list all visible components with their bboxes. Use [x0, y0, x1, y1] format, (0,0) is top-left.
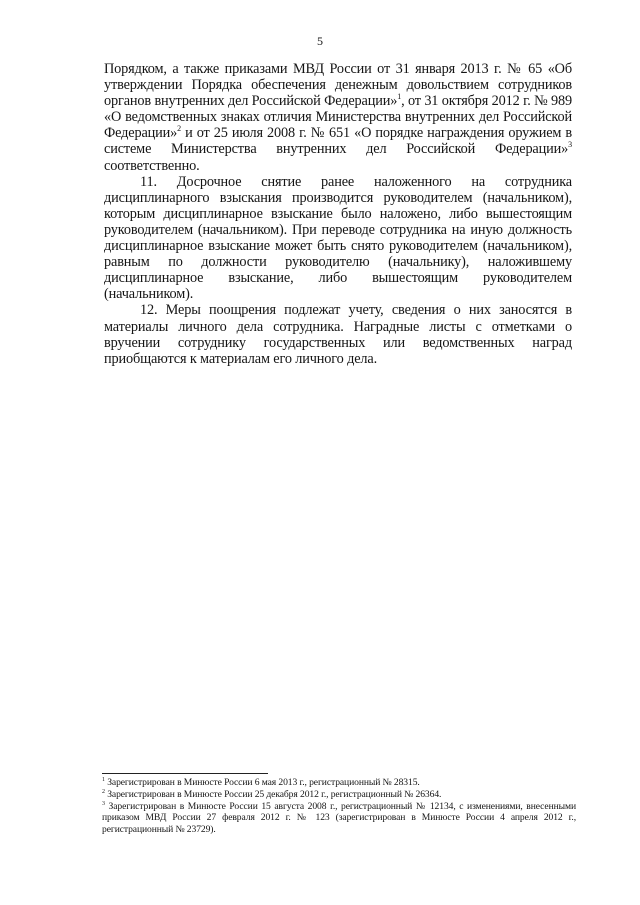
paragraph-12: 12. Меры поощрения подлежат учету, сведения о них заносятся в материалы личного дела сотрудника. Наградные листы с отметками о вручении сотруднику государственных или ведомственных наград приобщаются к материалам его личного дела.: [104, 302, 572, 367]
paragraph-text: соответственно.: [104, 157, 200, 174]
footnote-3: [102, 801, 576, 836]
footnote-1: [102, 777, 576, 789]
footnote-mark: 1: [102, 776, 105, 783]
footnote-separator: [102, 773, 268, 774]
footnote-ref-1: 1: [397, 92, 402, 102]
footnote-mark: 3: [102, 800, 105, 807]
document-body: [104, 61, 572, 367]
footnotes: [102, 777, 576, 836]
footnote-mark: 2: [102, 788, 105, 795]
footnote-ref-2: 2: [177, 124, 182, 134]
footnote-text: Зарегистрирован в Минюсте России 6 мая 2013 г., регистрационный № 28315.: [104, 777, 420, 788]
page-number: 5: [317, 34, 323, 48]
paragraph-continuation: [104, 61, 572, 174]
paragraph-text: и от 25 июля 2008 г. № 651 «О порядке награждения оружием в системе Министерства внутренних дел Российской Федерации»: [104, 125, 572, 158]
footnote-text: Зарегистрирован в Минюсте России 15 августа 2008 г., регистрационный № 12134, с изменениями, внесенными приказом МВД России 27 февраля 2012 г. № 123 (зарегистрирован в Минюсте России 4 апреля 2012 г., регистрационный № 23729).: [102, 800, 576, 836]
footnote-text: Зарегистрирован в Минюсте России 25 декабря 2012 г., регистрационный № 26364.: [104, 788, 442, 800]
footnote-2: [102, 789, 576, 801]
paragraph-11: 11. Досрочное снятие ранее наложенного на сотрудника дисциплинарного взыскания производится руководителем (начальником), которым дисциплинарное взыскание было наложено, либо вышестоящим руководителем (начальником). При переводе сотрудника на иную должность дисциплинарное взыскание может быть снято руководителем (начальником), равным по должности руководителю (начальнику), наложившему дисциплинарное взыскание, либо вышестоящим руководителем (начальником).: [104, 173, 572, 303]
paragraph-text: Порядком, а также приказами МВД России от 31 января 2013 г. № 65 «Об утверждении Порядка обеспечения денежным довольствием сотрудников органов внутренних дел Российской Федерации»: [104, 61, 572, 110]
footnote-ref-3: 3: [568, 140, 572, 150]
paragraph-text: , от 31 октября 2012 г. № 989 «О ведомственных знаках отличия Министерства внутренних дел Российской Федерации»: [104, 93, 572, 142]
